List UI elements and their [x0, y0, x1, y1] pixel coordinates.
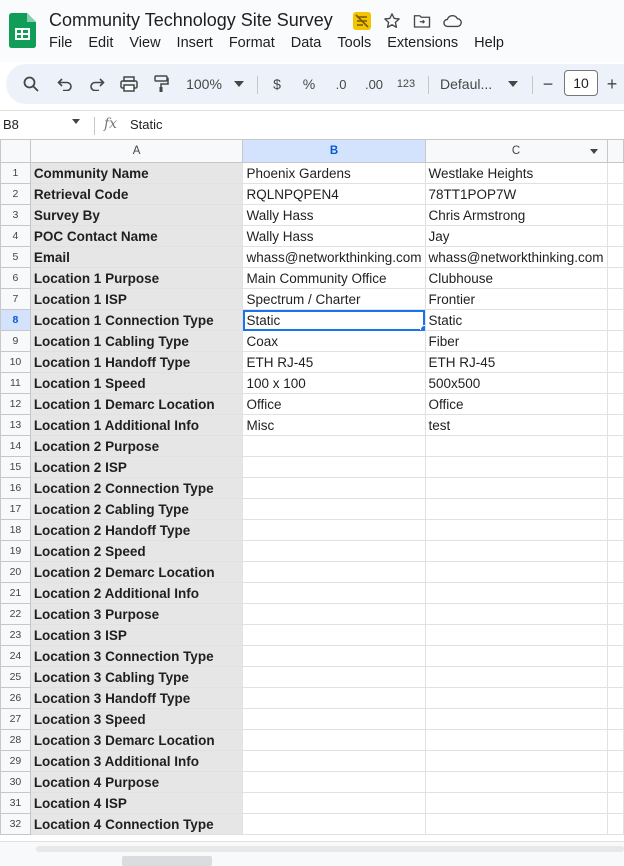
row-header[interactable]: 28	[1, 730, 31, 751]
cell-b[interactable]: 100 x 100	[243, 373, 425, 394]
cell-d[interactable]	[607, 793, 623, 814]
star-icon[interactable]	[382, 11, 402, 31]
menu-insert[interactable]: Insert	[176, 35, 213, 51]
row-header[interactable]: 19	[1, 541, 31, 562]
row-header[interactable]: 27	[1, 709, 31, 730]
chevron-down-icon[interactable]	[590, 149, 598, 154]
cell-c[interactable]: Fiber	[425, 331, 607, 352]
divider	[428, 76, 429, 94]
divider	[94, 117, 95, 135]
table-row	[1, 709, 624, 730]
cell-d[interactable]	[607, 205, 623, 226]
column-header-a[interactable]: A	[30, 140, 243, 163]
column-header-c[interactable]	[425, 140, 607, 163]
cell-b[interactable]	[243, 688, 425, 709]
cell-c[interactable]	[425, 562, 607, 583]
table-row	[1, 394, 624, 415]
cell-d[interactable]	[607, 814, 623, 835]
table-row	[1, 247, 624, 268]
cell-c[interactable]: whass@networkthinking.com	[425, 247, 607, 268]
chevron-down-icon[interactable]	[506, 74, 520, 94]
cell-d[interactable]	[607, 331, 623, 352]
cell-d[interactable]	[607, 310, 623, 331]
row-header[interactable]: 21	[1, 583, 31, 604]
cell-b[interactable]: ETH RJ-45	[243, 352, 425, 373]
cell-a[interactable]: Location 1 Cabling Type	[30, 331, 243, 352]
row-header[interactable]: 20	[1, 562, 31, 583]
cell-b[interactable]: RQLNPQPEN4	[243, 184, 425, 205]
cell-b[interactable]: Coax	[243, 331, 425, 352]
cell-d[interactable]	[607, 478, 623, 499]
cell-a[interactable]: POC Contact Name	[30, 226, 243, 247]
cell-d[interactable]	[607, 436, 623, 457]
cell-a[interactable]: Location 1 Connection Type	[30, 310, 243, 331]
cell-b[interactable]	[243, 751, 425, 772]
row-header[interactable]: 5	[1, 247, 31, 268]
menu-data[interactable]: Data	[290, 35, 322, 51]
table-row	[1, 289, 624, 310]
horizontal-scrollbar[interactable]	[0, 841, 624, 866]
cell-c[interactable]: ETH RJ-45	[425, 352, 607, 373]
folder-icon[interactable]	[412, 11, 432, 31]
cell-d[interactable]	[607, 604, 623, 625]
row-header[interactable]: 4	[1, 226, 31, 247]
cell-a[interactable]: Location 3 Demarc Location	[30, 730, 243, 751]
table-row	[1, 814, 624, 835]
cell-d[interactable]	[607, 709, 623, 730]
cell-b[interactable]	[243, 478, 425, 499]
increase-font-size-button[interactable]: +	[606, 73, 618, 94]
cell-b-active[interactable]: Static	[243, 310, 425, 331]
cell-d[interactable]	[607, 289, 623, 310]
cell-d[interactable]	[607, 415, 623, 436]
cell-d[interactable]	[607, 184, 623, 205]
cell-b[interactable]	[243, 625, 425, 646]
cell-d[interactable]	[607, 688, 623, 709]
cell-a[interactable]: Location 1 Demarc Location	[30, 394, 243, 415]
table-row	[1, 772, 624, 793]
toolbar	[0, 62, 624, 108]
row-header[interactable]: 12	[1, 394, 31, 415]
table-row	[1, 205, 624, 226]
cell-a[interactable]: Retrieval Code	[30, 184, 243, 205]
column-header-b[interactable]: B	[243, 140, 425, 163]
cell-c[interactable]	[425, 709, 607, 730]
cell-d[interactable]	[607, 163, 623, 184]
cell-a[interactable]: Location 2 Speed	[30, 541, 243, 562]
cell-b[interactable]	[243, 457, 425, 478]
table-row	[1, 730, 624, 751]
row-header[interactable]: 31	[1, 793, 31, 814]
cell-c[interactable]: Jay	[425, 226, 607, 247]
cell-b[interactable]: Wally Hass	[243, 226, 425, 247]
row-header[interactable]: 15	[1, 457, 31, 478]
cell-b[interactable]: Main Community Office	[243, 268, 425, 289]
increase-decimal-button[interactable]: .00	[364, 76, 384, 92]
cell-a[interactable]: Location 3 Handoff Type	[30, 688, 243, 709]
menu-view[interactable]: View	[129, 35, 161, 51]
row-header[interactable]: 14	[1, 436, 31, 457]
cell-a[interactable]: Location 2 Additional Info	[30, 583, 243, 604]
print-icon[interactable]	[119, 74, 139, 94]
cell-c[interactable]	[425, 751, 607, 772]
cell-d[interactable]	[607, 730, 623, 751]
currency-format-button[interactable]: $	[273, 76, 281, 92]
select-all-corner[interactable]	[1, 140, 31, 163]
cell-c[interactable]: Office	[425, 394, 607, 415]
cell-c[interactable]	[425, 688, 607, 709]
table-row	[1, 793, 624, 814]
cell-c[interactable]	[425, 520, 607, 541]
table-row	[1, 751, 624, 772]
table-row	[1, 646, 624, 667]
cell-d[interactable]	[607, 646, 623, 667]
cell-b[interactable]	[243, 814, 425, 835]
menu-format[interactable]: Format	[228, 35, 275, 51]
cell-d[interactable]	[607, 625, 623, 646]
cell-c[interactable]	[425, 604, 607, 625]
cell-b[interactable]: whass@networkthinking.com	[243, 247, 425, 268]
cell-b[interactable]	[243, 562, 425, 583]
table-row	[1, 457, 624, 478]
cell-b[interactable]	[243, 436, 425, 457]
cell-d[interactable]	[607, 499, 623, 520]
cell-a[interactable]: Location 2 Purpose	[30, 436, 243, 457]
paint-format-icon[interactable]	[151, 74, 171, 94]
row-header[interactable]: 10	[1, 352, 31, 373]
title-bar	[0, 0, 624, 62]
cell-d[interactable]	[607, 667, 623, 688]
cell-a[interactable]: Location 3 Purpose	[30, 604, 243, 625]
table-row	[1, 583, 624, 604]
row-header[interactable]: 1	[1, 163, 31, 184]
cell-c[interactable]: 78TT1POP7W	[425, 184, 607, 205]
cell-d[interactable]	[607, 751, 623, 772]
cell-c[interactable]	[425, 814, 607, 835]
table-row	[1, 373, 624, 394]
cell-b[interactable]	[243, 583, 425, 604]
cell-a[interactable]: Location 1 Handoff Type	[30, 352, 243, 373]
cell-a[interactable]: Location 2 Cabling Type	[30, 499, 243, 520]
menu-tools[interactable]: Tools	[337, 35, 372, 51]
cell-d[interactable]	[607, 772, 623, 793]
row-header[interactable]: 32	[1, 814, 31, 835]
cell-c[interactable]	[425, 457, 607, 478]
cell-a[interactable]: Location 3 Additional Info	[30, 751, 243, 772]
cell-c[interactable]	[425, 478, 607, 499]
cell-d[interactable]	[607, 352, 623, 373]
cell-b[interactable]	[243, 793, 425, 814]
decrease-font-size-button[interactable]: −	[542, 73, 554, 94]
menu-bar	[49, 35, 520, 51]
table-row	[1, 226, 624, 247]
cell-b[interactable]	[243, 730, 425, 751]
cell-a[interactable]: Location 3 Speed	[30, 709, 243, 730]
fill-handle[interactable]	[420, 325, 426, 331]
row-header[interactable]: 30	[1, 772, 31, 793]
row-header[interactable]: 29	[1, 751, 31, 772]
table-row	[1, 310, 624, 331]
cell-a[interactable]: Location 1 Speed	[30, 373, 243, 394]
spreadsheet-grid	[0, 139, 624, 841]
cell-b[interactable]	[243, 499, 425, 520]
cell-d[interactable]	[607, 520, 623, 541]
table-row	[1, 352, 624, 373]
percent-format-button[interactable]: %	[302, 76, 316, 92]
row-header[interactable]: 6	[1, 268, 31, 289]
cell-d[interactable]	[607, 226, 623, 247]
name-box[interactable]: B8	[3, 117, 19, 132]
row-header[interactable]: 9	[1, 331, 31, 352]
table-row	[1, 331, 624, 352]
table-row	[1, 436, 624, 457]
cell-a[interactable]: Location 2 Connection Type	[30, 478, 243, 499]
cell-d[interactable]	[607, 583, 623, 604]
row-header[interactable]: 18	[1, 520, 31, 541]
cell-a[interactable]: Location 4 Connection Type	[30, 814, 243, 835]
zoom-select[interactable]: 100%	[186, 76, 222, 92]
row-header[interactable]: 25	[1, 667, 31, 688]
table-row	[1, 541, 624, 562]
table-row	[1, 667, 624, 688]
cloud-status-icon[interactable]	[442, 11, 462, 31]
fx-icon: fx	[104, 116, 118, 132]
more-formats-button[interactable]: 123	[396, 78, 416, 90]
cell-a[interactable]: Location 4 ISP	[30, 793, 243, 814]
table-row	[1, 163, 624, 184]
table-row	[1, 625, 624, 646]
row-header[interactable]: 8	[1, 310, 31, 331]
cell-b[interactable]	[243, 604, 425, 625]
cell-c[interactable]: Chris Armstrong	[425, 205, 607, 226]
row-header[interactable]: 7	[1, 289, 31, 310]
row-header[interactable]: 23	[1, 625, 31, 646]
formula-bar	[0, 110, 624, 141]
font-size-input[interactable]: 10	[564, 70, 598, 96]
cell-c[interactable]: Clubhouse	[425, 268, 607, 289]
cell-a[interactable]: Location 2 Demarc Location	[30, 562, 243, 583]
column-header-c-label: C	[511, 145, 521, 157]
cell-d[interactable]	[607, 394, 623, 415]
cell-a[interactable]: Location 1 ISP	[30, 289, 243, 310]
cell-b[interactable]: Wally Hass	[243, 205, 425, 226]
document-title[interactable]: Community Technology Site Survey	[49, 10, 333, 30]
cell-b[interactable]	[243, 520, 425, 541]
row-header[interactable]: 22	[1, 604, 31, 625]
cell-c[interactable]	[425, 667, 607, 688]
chevron-down-icon[interactable]	[72, 119, 80, 124]
row-header[interactable]: 17	[1, 499, 31, 520]
row-header[interactable]: 2	[1, 184, 31, 205]
cell-c[interactable]: Frontier	[425, 289, 607, 310]
cell-a[interactable]: Location 3 ISP	[30, 625, 243, 646]
move-to-folder-badge-icon[interactable]	[352, 11, 372, 31]
row-header[interactable]: 13	[1, 415, 31, 436]
cell-d[interactable]	[607, 373, 623, 394]
menu-edit[interactable]: Edit	[88, 35, 114, 51]
cell-a[interactable]: Survey By	[30, 205, 243, 226]
cell-c[interactable]: Static	[425, 310, 607, 331]
menu-extensions[interactable]: Extensions	[387, 35, 459, 51]
cell-d[interactable]	[607, 562, 623, 583]
font-family-select[interactable]: Defaul...	[440, 76, 493, 92]
cell-c[interactable]: 500x500	[425, 373, 607, 394]
cell-b[interactable]	[243, 709, 425, 730]
table-row	[1, 184, 624, 205]
sheet-table	[0, 139, 624, 835]
cell-b[interactable]	[243, 646, 425, 667]
cell-c[interactable]	[425, 499, 607, 520]
cell-a[interactable]: Location 1 Purpose	[30, 268, 243, 289]
cell-a[interactable]: Email	[30, 247, 243, 268]
cell-d[interactable]	[607, 268, 623, 289]
table-row	[1, 562, 624, 583]
redo-icon[interactable]	[87, 74, 107, 94]
cell-d[interactable]	[607, 247, 623, 268]
cell-c[interactable]	[425, 436, 607, 457]
scrollbar-track[interactable]	[36, 846, 624, 852]
table-row	[1, 604, 624, 625]
cell-a[interactable]: Community Name	[30, 163, 243, 184]
cell-d[interactable]	[607, 457, 623, 478]
cell-c[interactable]	[425, 541, 607, 562]
row-header[interactable]: 26	[1, 688, 31, 709]
cell-c[interactable]	[425, 793, 607, 814]
cell-b[interactable]	[243, 667, 425, 688]
divider	[257, 76, 258, 94]
undo-icon[interactable]	[55, 74, 75, 94]
cell-b[interactable]: Office	[243, 394, 425, 415]
sheets-logo-icon[interactable]	[9, 13, 36, 48]
row-header[interactable]: 16	[1, 478, 31, 499]
cell-c[interactable]	[425, 583, 607, 604]
chevron-down-icon[interactable]	[232, 74, 246, 94]
cell-d[interactable]	[607, 541, 623, 562]
cell-a[interactable]: Location 2 ISP	[30, 457, 243, 478]
cell-b[interactable]: Misc	[243, 415, 425, 436]
cell-a[interactable]: Location 2 Handoff Type	[30, 520, 243, 541]
row-header[interactable]: 3	[1, 205, 31, 226]
divider	[532, 76, 533, 94]
menu-help[interactable]: Help	[474, 35, 504, 51]
row-header[interactable]: 11	[1, 373, 31, 394]
cell-b[interactable]	[243, 772, 425, 793]
cell-c[interactable]	[425, 646, 607, 667]
table-row	[1, 478, 624, 499]
search-icon[interactable]	[21, 74, 41, 94]
cell-c[interactable]	[425, 625, 607, 646]
cell-b[interactable]: Spectrum / Charter	[243, 289, 425, 310]
table-row	[1, 520, 624, 541]
table-row	[1, 415, 624, 436]
cell-c[interactable]	[425, 772, 607, 793]
column-header-d[interactable]	[607, 140, 623, 163]
menu-file[interactable]: File	[49, 35, 73, 51]
cell-a[interactable]: Location 4 Purpose	[30, 772, 243, 793]
table-row	[1, 268, 624, 289]
cell-a[interactable]: Location 1 Additional Info	[30, 415, 243, 436]
cell-c[interactable]	[425, 730, 607, 751]
cell-a[interactable]: Location 3 Connection Type	[30, 646, 243, 667]
cell-c[interactable]: Westlake Heights	[425, 163, 607, 184]
cell-b[interactable]: Phoenix Gardens	[243, 163, 425, 184]
cell-b[interactable]	[243, 541, 425, 562]
cell-c[interactable]: test	[425, 415, 607, 436]
table-row	[1, 688, 624, 709]
cell-a[interactable]: Location 3 Cabling Type	[30, 667, 243, 688]
formula-input[interactable]: Static	[130, 117, 163, 132]
decrease-decimal-button[interactable]: .0	[335, 76, 347, 92]
table-row	[1, 499, 624, 520]
row-header[interactable]: 24	[1, 646, 31, 667]
